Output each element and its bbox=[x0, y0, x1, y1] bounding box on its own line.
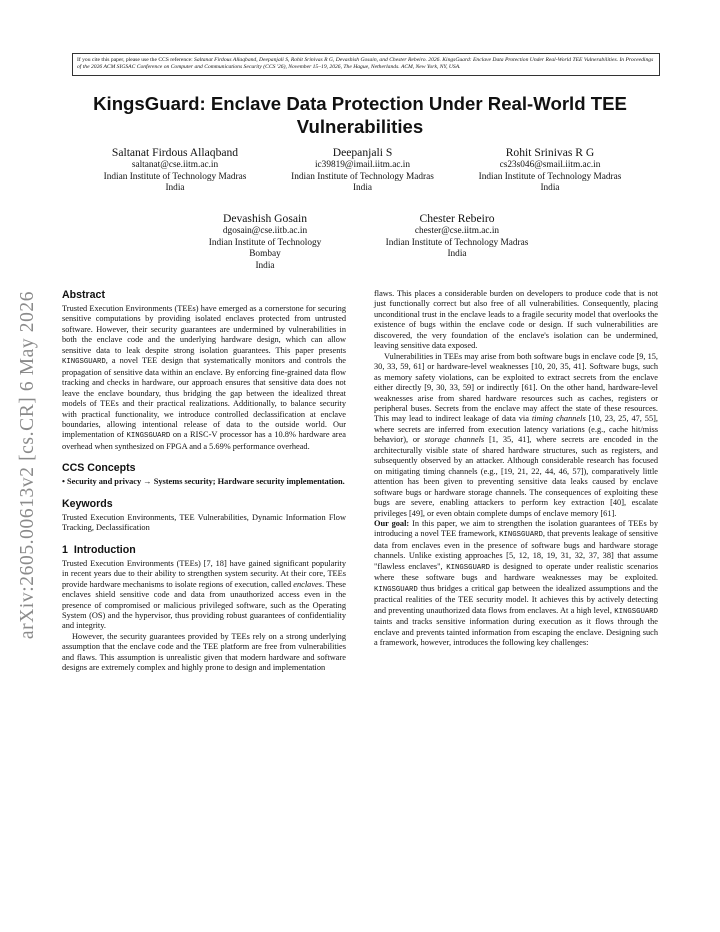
author-country: India bbox=[540, 183, 560, 194]
intro-paragraph: Vulnerabilities in TEEs may arise from both software bugs in enclave code [9, 15, 30, 33, 59, 61] or hardware-level weaknesses [10, 20, 35, 41]. Software bugs, such as memory safety violations, can be exploited to extract secrets from the enclave either directly [9, 30, 33, 59] or indirectly [61]. On the other hand, hardware-level weaknesses arise from shared hardware resources such as caches, registers or peripheral buses. Secrets from the enclave may affect the state of these resources. This may lead to indirect leakage of data via timing channels [10, 23, 25, 47, 55], where secrets are inferred from execution latency variations (e.g., cache hit/miss behavior), or storage channels [1, 35, 41], where secrets are encoded in the architecturally visible state of shared hardware structures, such as registers, and subsequently observed by an attacker. Although considerable research has focused on mitigating timing channels (e.g., [19, 21, 22, 44, 46, 57]), comparatively little attention has been given to preventing sensitive data leaks caused by enclave software bugs or hardware storage channels. The consequences of exploiting these bugs are severe, enabling attackers to perform key extraction [40], escalate privileges [49], or even obtain complete dumps of enclave memory [61]. bbox=[374, 351, 658, 518]
author-email: cs23s046@smail.iitm.ac.in bbox=[499, 160, 601, 170]
author-email: saltanat@cse.iitm.ac.in bbox=[131, 160, 219, 170]
author-country: India bbox=[255, 260, 275, 271]
arxiv-stamp bbox=[6, 250, 50, 680]
author-email: ic39819@imail.iitm.ac.in bbox=[314, 160, 411, 170]
author-block bbox=[175, 211, 355, 272]
ccs-concepts: • Security and privacy → Systems security; Hardware security implementation. bbox=[62, 477, 345, 487]
author-name: Deepanjali S bbox=[332, 146, 393, 159]
ccs-heading: CCS Concepts bbox=[62, 462, 136, 475]
author-affiliation: Indian Institute of Technology bbox=[208, 237, 322, 248]
author-country: India bbox=[447, 249, 467, 260]
author-email: dgosain@cse.iitb.ac.in bbox=[222, 226, 308, 236]
author-country: India bbox=[352, 183, 373, 194]
author-country: India bbox=[165, 183, 185, 194]
author-name: Chester Rebeiro bbox=[419, 212, 495, 225]
abstract-heading: Abstract bbox=[62, 289, 105, 301]
author-block bbox=[80, 145, 270, 195]
author-email: chester@cse.iitm.ac.in bbox=[414, 226, 500, 236]
intro-paragraph: flaws. This places a considerable burden on developers to produce code that is not just functionally correct but also free of all vulnerabilities. Consequently, placing unconditional trust in the enclave leads to a fragile security model that overlooks the existence of bugs within the enclave code or design. If such vulnerabilities are discovered, the very foundation of the enclave's isolation can be undermined, leaving sensitive data exposed. bbox=[374, 289, 658, 351]
author-name: Devashish Gosain bbox=[222, 212, 308, 225]
right-column bbox=[374, 289, 658, 648]
author-block bbox=[455, 145, 645, 195]
notice-lead: If you cite this paper, please use the CCS reference: bbox=[77, 57, 195, 63]
author-affiliation: Indian Institute of Technology Madras bbox=[103, 171, 247, 182]
notice-citation: Saltanat Firdous Allaqband, Deepanjali S, Rohit Srinivas R G, Devashish Gosain, and Chester Rebeiro. 2026. KingsGuard: Enclave Data Protection Under Real-World TEE Vulnerabilities. In Proceedings of the 2026 ACM SIGSAC Conference on Computer and Communications Security (CCS '26), November 15–19, 2026, The Hague, Netherlands. ACM, New York, NY, USA. bbox=[77, 57, 654, 71]
author-city: Bombay bbox=[249, 249, 281, 260]
intro-paragraph: However, the security guarantees provided by TEEs rely on a strong underlying assumption that the enclave code and the TEE platform are free from vulnerabilities and flaws. This assumption is unrealistic given that modern hardware and software designs are extremely complex and highly prone to design and implementation bbox=[62, 631, 346, 673]
author-name: Saltanat Firdous Allaqband bbox=[111, 146, 239, 159]
author-affiliation: Indian Institute of Technology Madras bbox=[385, 237, 529, 248]
abstract-text: Trusted Execution Environments (TEEs) have emerged as a cornerstone for securing sensitive computations by providing isolated enclaves protected from untrusted software. However, their security guarantees are undermined by vulnerabilities in both the enclave code and the underlying hardware design, which can allow sensitive data to leak despite strong isolation guarantees. This paper presents KINGSGUARD, a novel TEE design that systematically monitors and controls the propagation of sensitive data within an enclave. By enforcing fine-grained data flow tracking and checks in hardware, our approach ensures that sensitive data does not leave the enclave boundary, thus bridging the gap between the idealized threat models of TEEs and their practical realizations. Additionally, to balance security with practical functionality, we introduce controlled declassification at enclave boundaries, allowing intentional release of data to the outside world. Our implementation of KINGSGUARD on a RISC-V processor has a 10.8% hardware area overhead when synthesized on FPGA and a 5.69% performance overhead. bbox=[62, 304, 346, 451]
author-block bbox=[362, 211, 552, 261]
author-block bbox=[270, 145, 455, 195]
intro-paragraph: Trusted Execution Environments (TEEs) [7, 18] have gained significant popularity in recent years due to their ability to strengthen system security. At their core, TEEs provide hardware mechanisms to isolate regions of execution, called enclaves. These enclaves shield sensitive code and data from unauthorized access even in the presence of compromised or malicious privileged software, such as the Operating System (OS) and the hypervisor, thus providing robust guarantees of confidentiality and integrity. bbox=[62, 558, 346, 631]
author-affiliation: Indian Institute of Technology Madras bbox=[291, 171, 434, 182]
keywords-heading: Keywords bbox=[62, 497, 113, 510]
citation-notice bbox=[72, 53, 660, 76]
goal-paragraph: Our goal: In this paper, we aim to strengthen the isolation guarantees of TEEs by introducing a novel TEE framework, KINGSGUARD, that prevents leakage of sensitive data from enclaves even in the presence of software bugs and hardware storage channels. Unlike existing approaches [5, 12, 18, 19, 31, 32, 37, 38] that assume "flawless enclaves", KINGSGUARD is designed to operate under realistic scenarios where these software bugs and hardware weaknesses may be exploited. KINGSGUARD thus bridges a critical gap between the idealized assumptions and the practical realities of the TEE security model. It achieves this by actively detecting and preventing unauthorized data flows from enclaves. At a high level, KINGSGUARD taints and tracks sensitive information during execution as it flows through the enclave and prevents tainted information from escaping the enclave. Designing such a framework, however, introduces the following key challenges: bbox=[374, 518, 658, 647]
left-column bbox=[62, 289, 346, 674]
arxiv-stamp-text: arXiv:2605.00613v2 [cs.CR] 6 May 2026 bbox=[17, 290, 38, 640]
keywords-text: Trusted Execution Environments, TEE Vulnerabilities, Dynamic Information Flow Tracking, Declassification bbox=[62, 512, 346, 533]
paper-title: KingsGuard: Enclave Data Protection Under Real-World TEE Vulnerabilities bbox=[93, 93, 627, 137]
author-affiliation: Indian Institute of Technology Madras bbox=[478, 171, 622, 182]
author-name: Rohit Srinivas R G bbox=[505, 146, 595, 159]
intro-heading: 1 Introduction bbox=[62, 543, 136, 556]
